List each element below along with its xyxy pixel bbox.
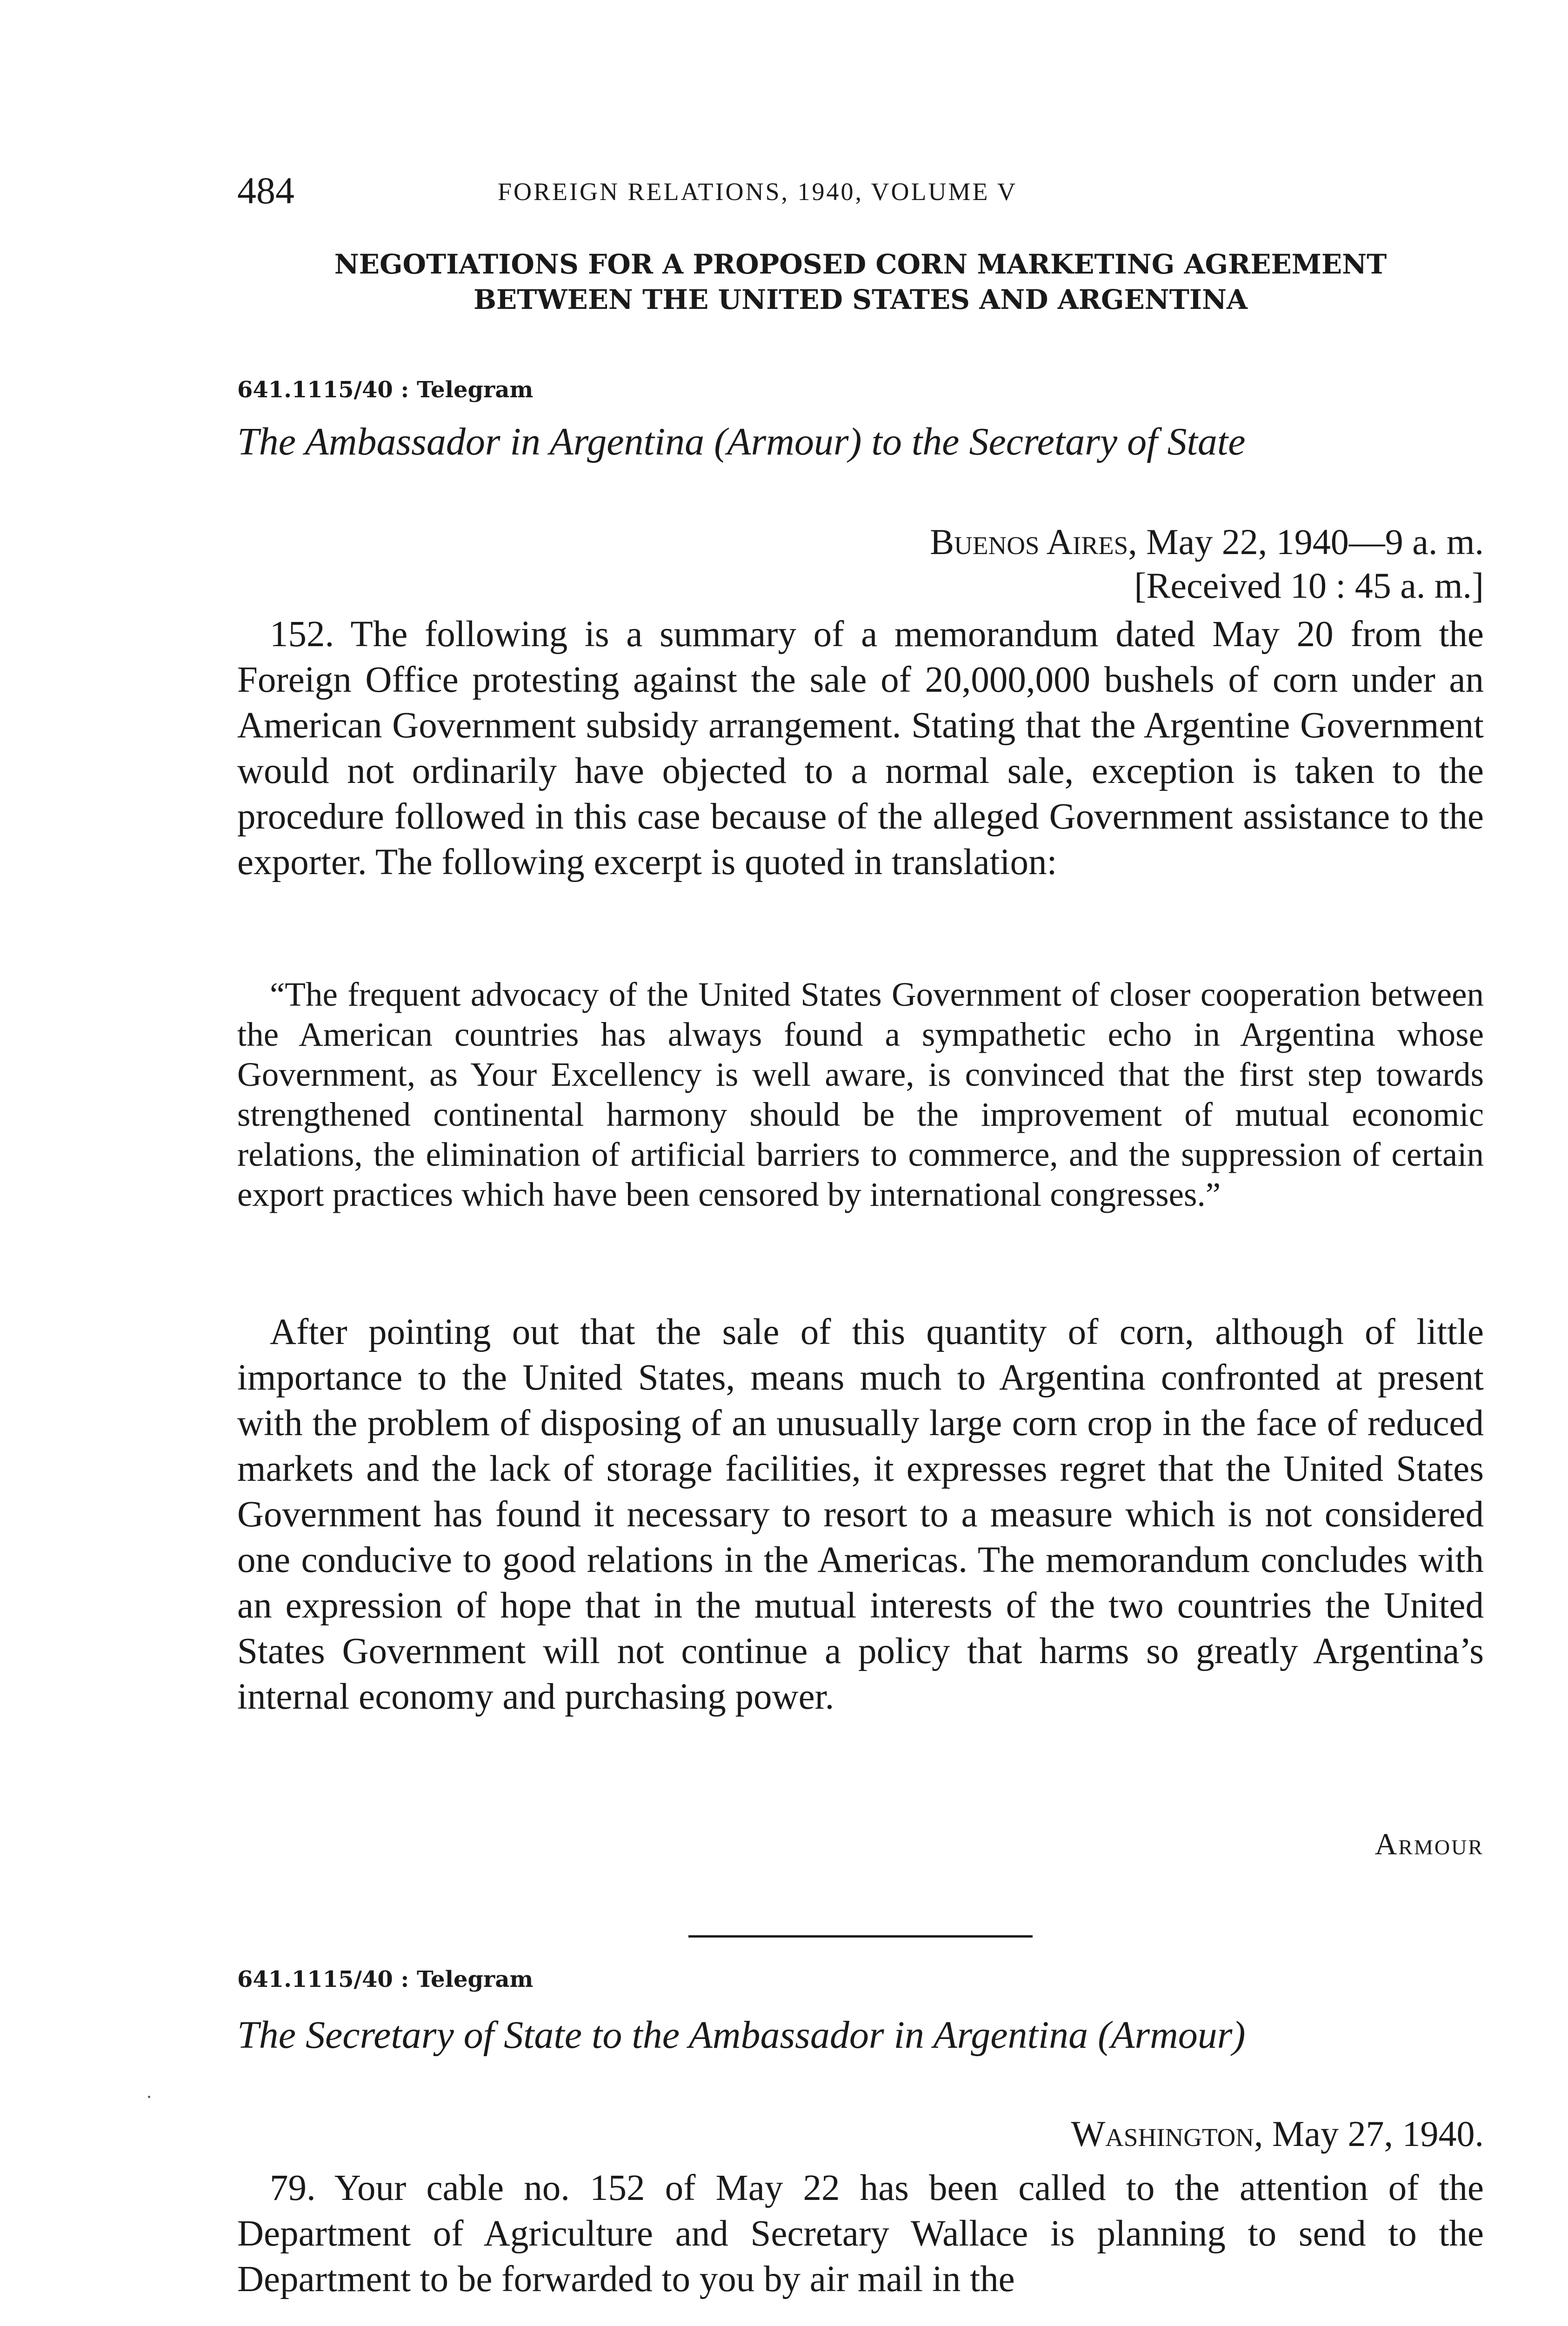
dateline-place-2: Washington, — [1071, 2113, 1263, 2154]
file-reference-1: 641.1115/40 : Telegram — [237, 377, 534, 403]
dateline-date-2: May 27, 1940. — [1263, 2113, 1484, 2154]
running-title: FOREIGN RELATIONS, 1940, VOLUME V — [498, 178, 1018, 206]
document-heading-1: The Ambassador in Argentina (Armour) to the Secretary of State — [237, 420, 1246, 463]
file-reference-2: 641.1115/40 : Telegram — [237, 1966, 534, 1992]
dateline-2 — [1071, 2112, 1484, 2156]
document-heading-2: The Secretary of State to the Ambassador in Argentina (Armour) — [237, 2013, 1246, 2057]
running-head — [237, 167, 1484, 219]
section-title — [237, 247, 1484, 317]
scan-speck — [148, 2096, 150, 2098]
page-number: 484 — [237, 169, 294, 212]
received-line-1: [Received 10 : 45 a. m.] — [1134, 565, 1484, 606]
dateline-date-1: May 22, 1940—9 a. m. — [1137, 521, 1484, 562]
section-divider — [688, 1935, 1033, 1938]
quoted-excerpt: “The frequent advocacy of the United States Government of closer cooperation between the American countries has always found a sympathetic echo in Argentina whose Government, as Your Excellency is well aware, is convinced that the first step towards strengthened continental harmony should be the improvement of mutual economic relations, the elimination of artificial barriers to commerce, and the suppression of certain export practices which have been censored by international congresses.” — [237, 976, 1484, 1213]
dateline-place-1: Buenos Aires, — [930, 521, 1137, 562]
section-title-line-1: NEGOTIATIONS FOR A PROPOSED CORN MARKETING AGREEMENT — [334, 248, 1387, 280]
dateline-1 — [930, 520, 1484, 564]
telegram-paragraph-2: After pointing out that the sale of this quantity of corn, although of little importance to the United States, means much to Argentina confronted at present with the problem of disposing of an unusually large corn crop in the face of reduced markets and the lack of storage facilities, it expresses regret that the United States Government has found it necessary to resort to a measure which is not considered one conducive to good relations in the Americas. The memorandum concludes with an expression of hope that in the mutual interests of the two countries the United States Government will not continue a policy that harms so greatly Argentina’s internal economy and purchasing power. — [237, 1312, 1484, 1717]
telegram-paragraph-1: 152. The following is a summary of a memorandum dated May 20 from the Foreign Office protesting against the sale of 20,000,000 bushels of corn under an American Government subsidy arrangement. Stating that the Argentine Government would not ordinarily have objected to a normal sale, exception is taken to the procedure followed in this case because of the alleged Government assistance to the exporter. The following excerpt is quoted in translation: — [237, 614, 1484, 882]
telegram-paragraph-3: 79. Your cable no. 152 of May 22 has been called to the attention of the Department of Agriculture and Secretary Wallace is planning to send to the Department to be forwarded to you by air mail in the — [237, 2168, 1484, 2299]
signature: Armour — [1375, 1827, 1484, 1861]
section-title-line-2: BETWEEN THE UNITED STATES AND ARGENTINA — [473, 284, 1248, 315]
